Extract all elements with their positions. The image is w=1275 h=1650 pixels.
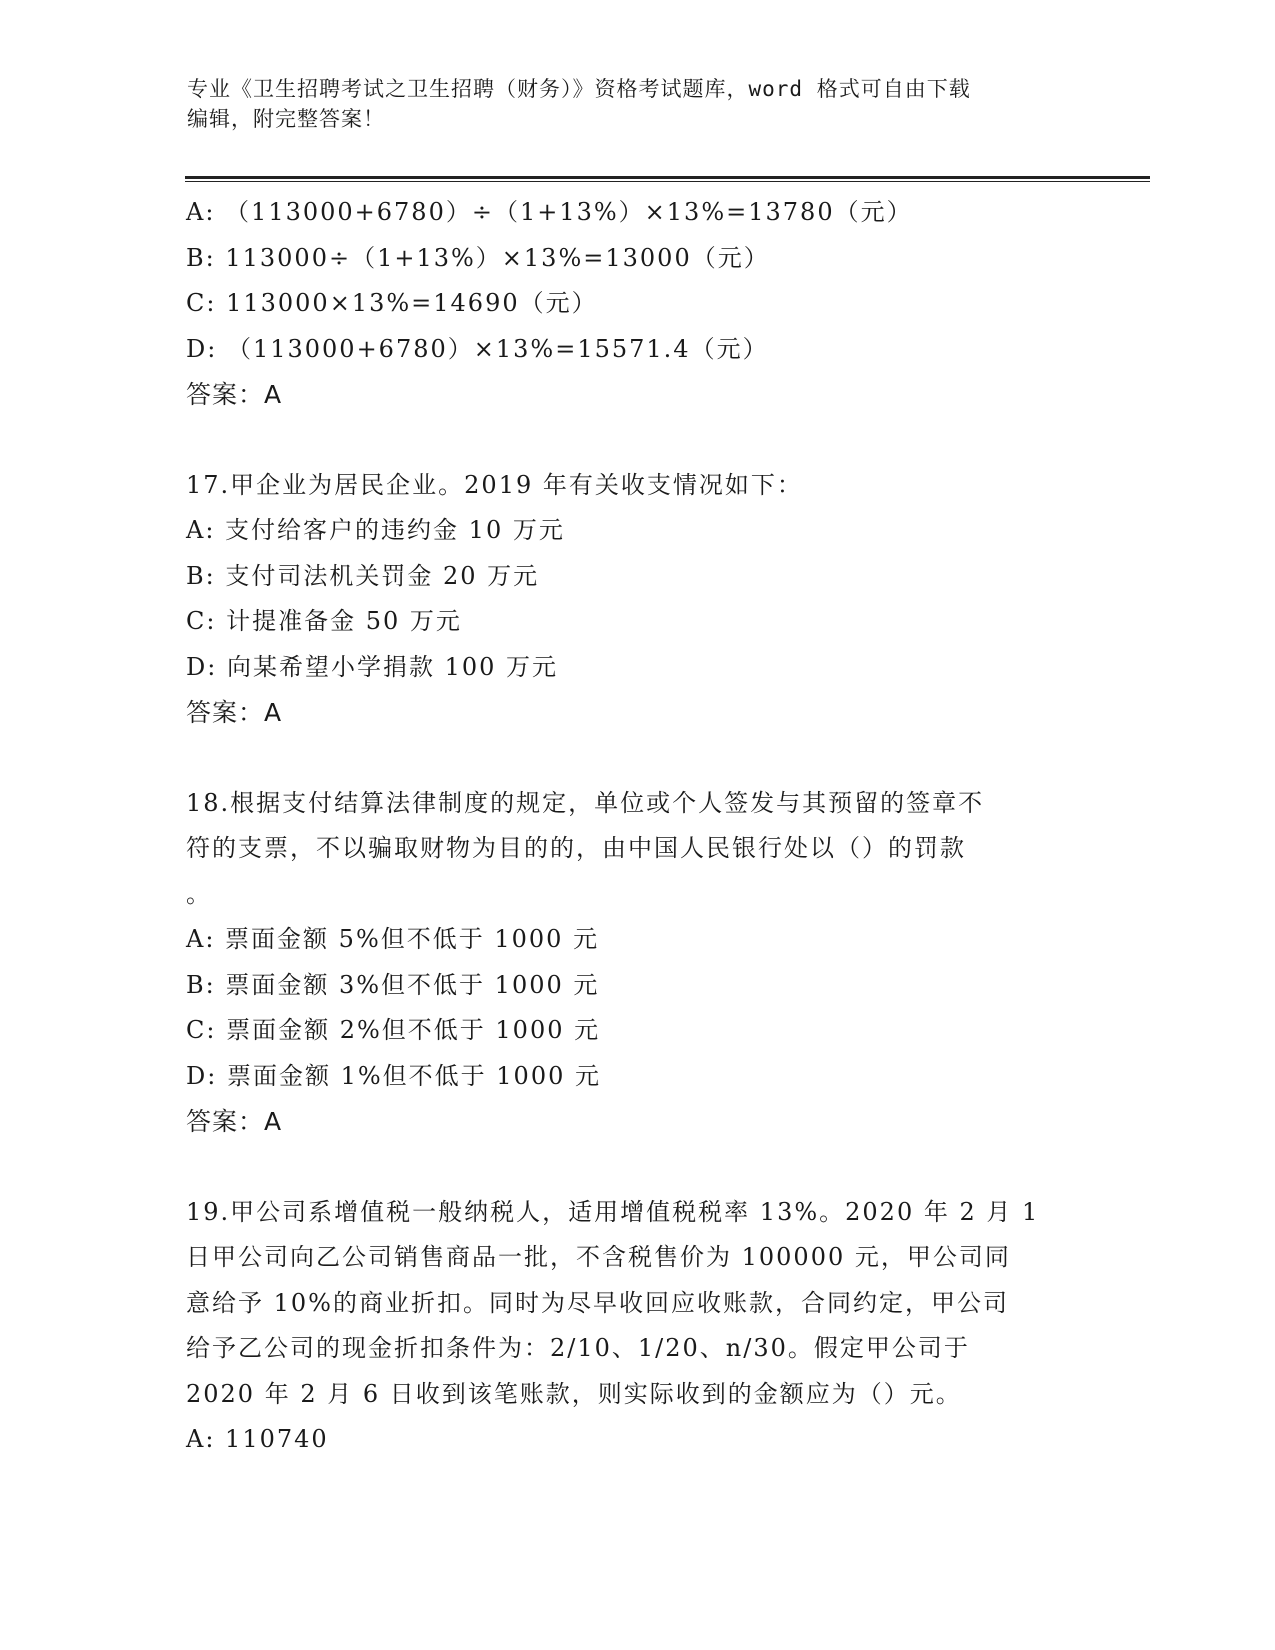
option-b: B: 支付司法机关罚金 20 万元 [186,561,540,590]
header-rule-thick [185,176,1150,179]
option-c: C: 113000×13%=14690（元） [186,289,598,317]
question-stem-line-5: 2020 年 2 月 6 日收到该笔账款，则实际收到的金额应为（）元。 [186,1379,962,1408]
question-content [186,190,1086,1463]
header-line-1: 专业《卫生招聘考试之卫生招聘（财务）》资格考试题库，word 格式可自由下载 [187,77,971,101]
header-rule-thin [185,181,1150,182]
question-stem-line-2: 日甲公司向乙公司销售商品一批，不含税售价为 100000 元，甲公司同 [186,1243,1011,1271]
question-stem-line-1: 18.根据支付结算法律制度的规定，单位或个人签发与其预留的签章不 [186,788,985,817]
question-stem: 17.甲企业为居民企业。2019 年有关收支情况如下： [186,470,803,499]
question-17 [186,463,1086,736]
option-a: A: 支付给客户的违约金 10 万元 [186,516,565,544]
option-d: D: （113000+6780）×13%=15571.4（元） [186,334,769,363]
question-16 [186,190,1086,418]
question-stem-line-1: 19.甲公司系增值税一般纳税人，适用增值税税率 13%。2020 年 2 月 1 [186,1197,1040,1226]
option-a: A: （113000+6780）÷（1+13%）×13%=13780（元） [186,198,913,226]
option-b: B: 113000÷（1+13%）×13%=13000（元） [186,243,770,272]
question-stem-line-2: 符的支票，不以骗取财物为目的的，由中国人民银行处以（）的罚款 [186,834,966,862]
option-c: C: 票面金额 2%但不低于 1000 元 [186,1016,601,1044]
option-a: A: 票面金额 5%但不低于 1000 元 [186,925,600,953]
question-stem-line-3: 。 [186,879,212,908]
option-c: C: 计提准备金 50 万元 [186,607,462,635]
question-stem-line-4: 给予乙公司的现金折扣条件为：2/10、1/20、n/30。假定甲公司于 [186,1334,970,1362]
question-18 [186,781,1086,1145]
question-19 [186,1190,1086,1463]
option-b: B: 票面金额 3%但不低于 1000 元 [186,970,600,999]
header-line-2: 编辑，附完整答案！ [187,107,385,131]
answer-line: 答案：A [186,1107,283,1136]
option-a: A: 110740 [186,1425,329,1453]
option-d: D: 向某希望小学捐款 100 万元 [186,652,559,681]
document-header [187,74,1087,134]
option-d: D: 票面金额 1%但不低于 1000 元 [186,1061,601,1090]
question-stem-line-3: 意给予 10%的商业折扣。同时为尽早收回应收账款，合同约定，甲公司 [186,1288,1009,1317]
answer-line: 答案：A [186,380,283,409]
answer-line: 答案：A [186,698,283,727]
